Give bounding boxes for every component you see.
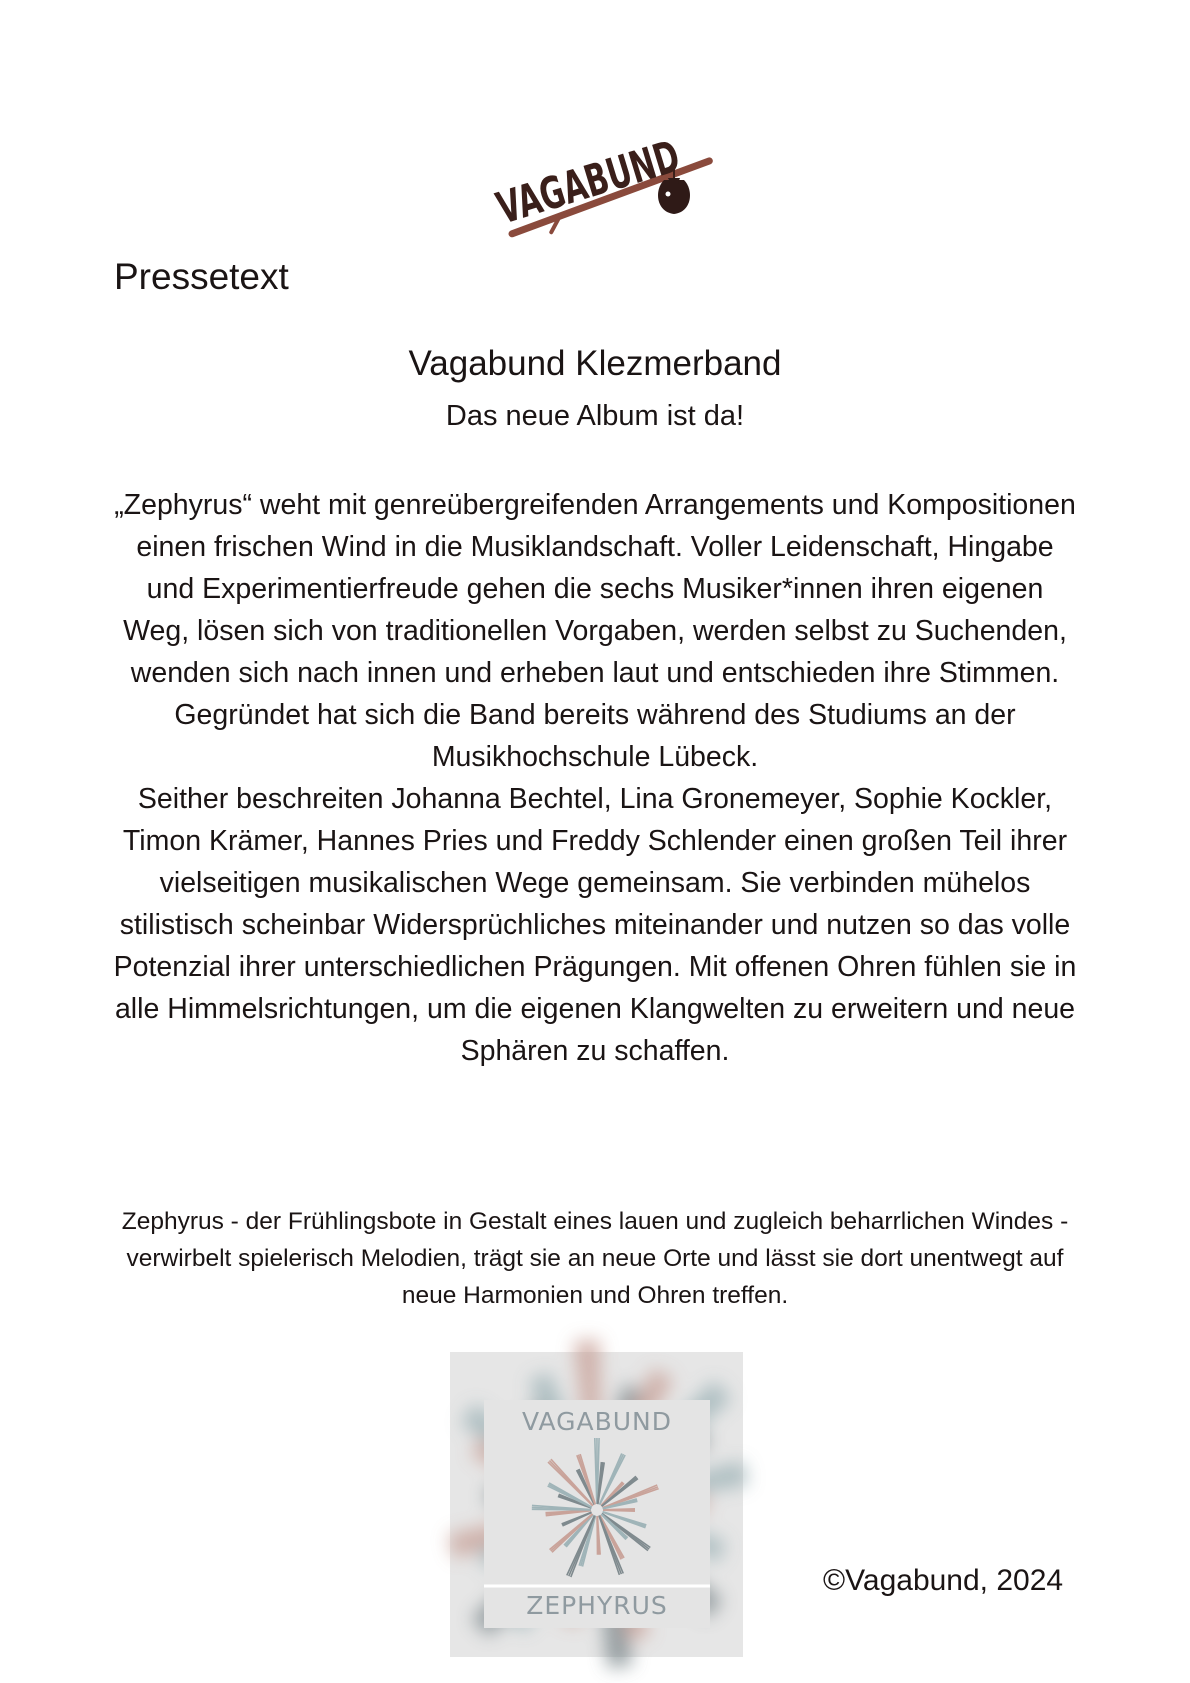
press-release-body <box>110 484 1080 1072</box>
headline: Vagabund Klezmerband <box>408 344 782 383</box>
body-paragraph: Gegründet hat sich die Band bereits während des Studiums an der Musikhochschule Lübeck. <box>174 699 1016 773</box>
copyright-notice: ©Vagabund, 2024 <box>823 1564 1064 1597</box>
body-paragraph: „Zephyrus“ weht mit genreübergreifenden Arrangements und Kompositionen einen frischen Wind in die Musiklandschaft. Voller Leidenschaft, Hingabe und Experimentierfreude gehen die sechs Musiker*innen ihren eigenen Weg, lösen sich von traditionellen Vorgaben, werden selbst zu Suchenden, wenden sich nach innen und erheben laut und entschieden ihre Stimmen. <box>114 489 1076 689</box>
body-paragraph: Seither beschreiten Johanna Bechtel, Lina Gronemeyer, Sophie Kockler, Timon Krämer, Hannes Pries und Freddy Schlender einen großen Teil ihrer vielseitigen musikalischen Wege gemeinsam. Sie verbinden mühelos stilistisch scheinbar Widersprüchliches miteinander und nutzen so das volle Potenzial ihrer unterschiedlichen Prägungen. Mit offenen Ohren fühlen sie in alle Himmelsrichtungen, um die eigenen Klangwelten zu erweitern und neue Sphären zu schaffen. <box>113 783 1077 1067</box>
cover-top-text: VAGABUND <box>521 1407 673 1436</box>
cover-ray <box>603 1510 635 1511</box>
document-label: Pressetext <box>114 256 289 297</box>
album-cover-image <box>450 1352 743 1657</box>
logo-wordmark: VAGABUND <box>491 104 772 235</box>
vagabund-logo <box>478 104 772 238</box>
album-description: Zephyrus - der Frühlingsbote in Gestalt eines lauen und zugleich beharrlichen Windes - verwirbelt spielerisch Melodien, trägt sie an neue Orte und lässt sie dort unentwegt auf neue Harmonien und Ohren treffen. <box>121 1208 1069 1309</box>
subheadline: Das neue Album ist da! <box>445 400 745 432</box>
cover-bottom-text: ZEPHYRUS <box>526 1591 668 1620</box>
